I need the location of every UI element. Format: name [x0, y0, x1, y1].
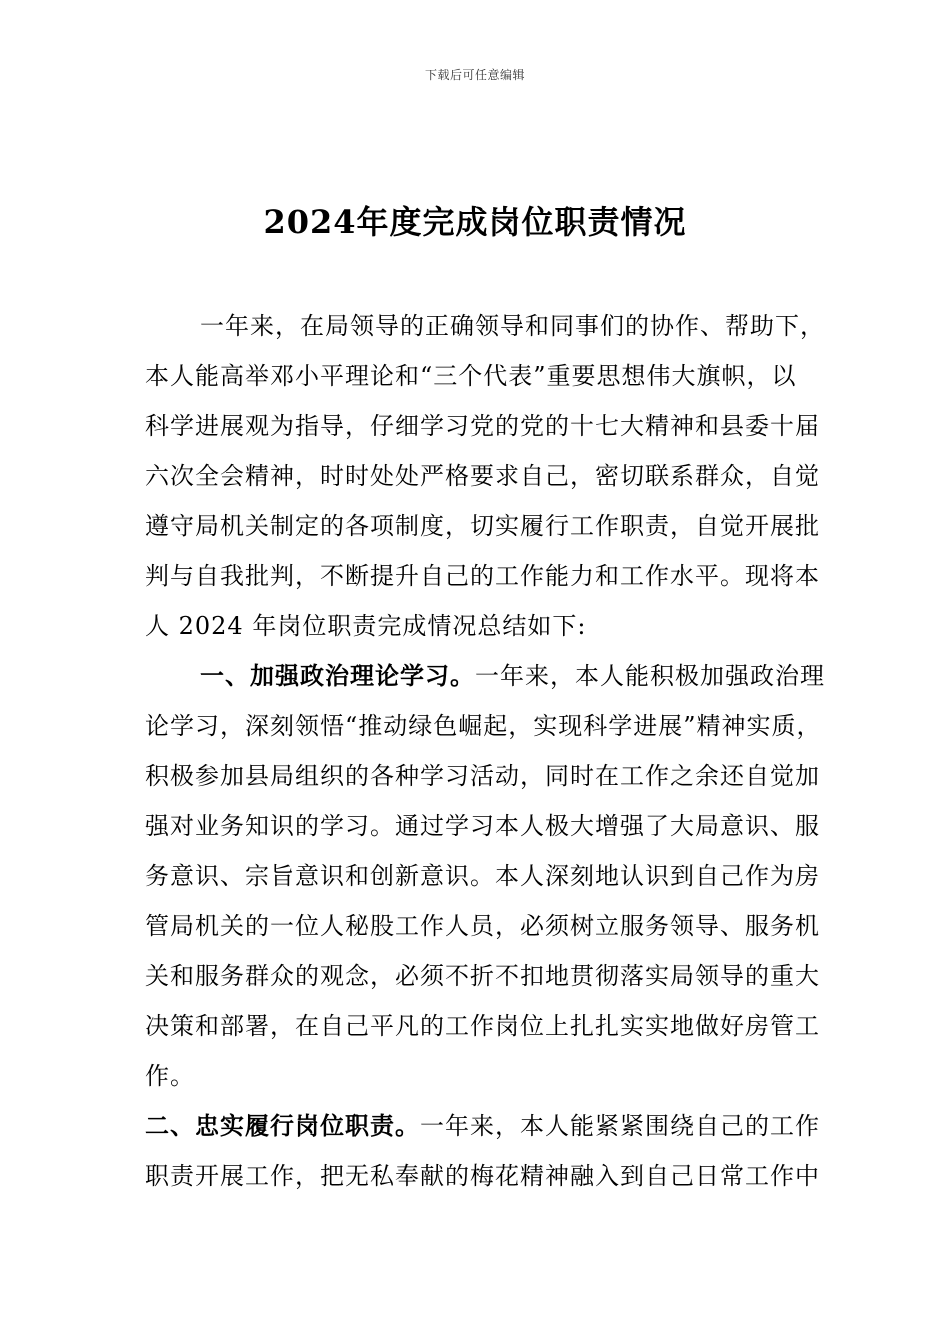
- section-1-line: 决策和部署，在自己平凡的工作岗位上扎扎实实地做好房管工: [145, 1012, 820, 1040]
- section-2-heading: 二、忠实履行岗位职责。: [145, 1111, 420, 1140]
- section-2-first-line: [145, 1108, 825, 1144]
- section-2-line: 职责开展工作，把无私奉献的梅花精神融入到自己日常工作中: [145, 1162, 820, 1190]
- section-1-first-line-text: 一年来，本人能积极加强政治理: [475, 662, 825, 690]
- intro-line: 人 2024 年岗位职责完成情况总结如下:: [145, 612, 587, 640]
- section-1-line: 管局机关的一位人秘股工作人员，必须树立服务领导、服务机: [145, 912, 820, 940]
- header-note: 下载后可任意编辑: [424, 68, 525, 82]
- section-1-first-line: [200, 658, 880, 694]
- intro-line: 判与自我批判，不断提升自己的工作能力和工作水平。现将本: [145, 562, 820, 590]
- section-2-first-line-text: 一年来，本人能紧紧围绕自己的工作: [420, 1112, 820, 1140]
- section-1-line: 作。: [145, 1062, 195, 1090]
- section-1-line: 论学习，深刻领悟“推动绿色崛起，实现科学进展”精神实质，: [145, 712, 822, 740]
- section-1-line: 强对业务知识的学习。通过学习本人极大增强了大局意识、服: [145, 812, 820, 840]
- section-1-line: 积极参加县局组织的各种学习活动，同时在工作之余还自觉加: [145, 762, 820, 790]
- intro-line: 科学进展观为指导，仔细学习党的党的十七大精神和县委十届: [145, 412, 820, 440]
- intro-line: 遵守局机关制定的各项制度，切实履行工作职责，自觉开展批: [145, 512, 820, 540]
- intro-line: 一年来，在局领导的正确领导和同事们的协作、帮助下，: [200, 312, 825, 340]
- section-1-line: 务意识、宗旨意识和创新意识。本人深刻地认识到自己作为房: [145, 862, 820, 890]
- document-title: 2024年度完成岗位职责情况: [263, 203, 687, 241]
- intro-line: 六次全会精神，时时处处严格要求自己，密切联系群众，自觉: [145, 462, 820, 490]
- section-1-line: 关和服务群众的观念，必须不折不扣地贯彻落实局领导的重大: [145, 962, 820, 990]
- intro-line: 本人能高举邓小平理论和“三个代表”重要思想伟大旗帜，以: [145, 362, 797, 390]
- section-1-heading: 一、加强政治理论学习。: [200, 661, 475, 690]
